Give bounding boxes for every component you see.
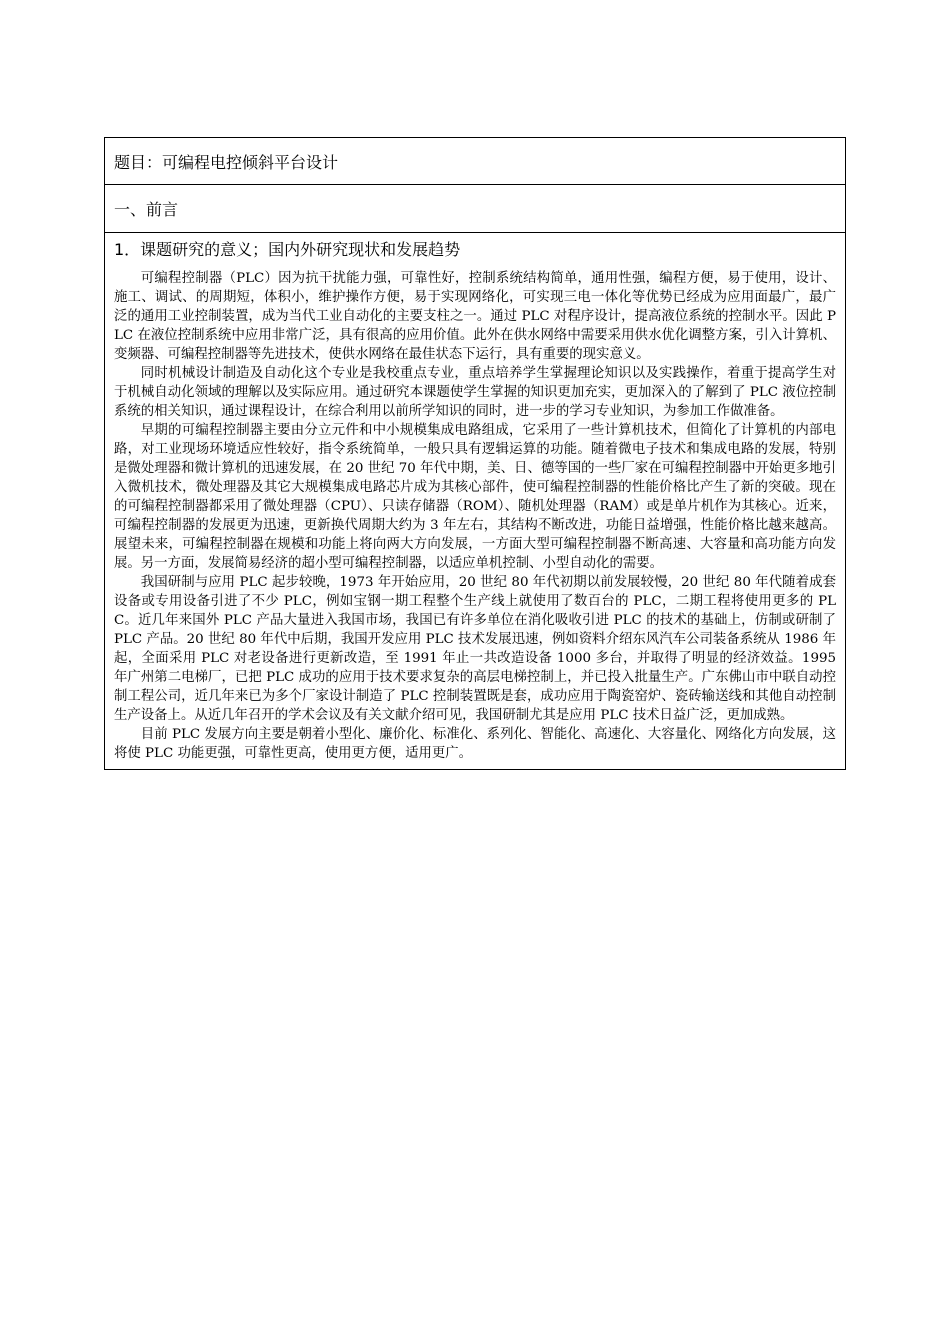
subheading: 1．课题研究的意义；国内外研究现状和发展趋势 — [114, 240, 461, 259]
title-label: 题目： — [114, 152, 163, 172]
paragraph-2: 同时机械设计制造及自动化这个专业是我校重点专业，重点培养学生掌握理论知识以及实践操作，着重于提高学生对于机械自动化领域的理解以及实际应用。通过研究本课题使学生掌握的知识更加充实，更加深入的了解到了 PLC 液位控制系统的相关知识，通过课程设计，在综合利用以前所学知识的同时，进一步的学习专业知识，为参加工作做准备。 — [114, 366, 836, 419]
project-title: 可编程电控倾斜平台设计 — [162, 152, 339, 172]
title-row — [105, 138, 845, 185]
paragraph-3: 早期的可编程控制器主要由分立元件和中小规模集成电路组成，它采用了一些计算机技术，但简化了计算机的内部电路，对工业现场环境适应性较好，指令系统简单，一般只具有逻辑运算的功能。随着微电子技术和集成电路的发展，特别是微处理器和微计算机的迅速发展，在 20 世纪 70 年代中期，美、日、德等国的一些厂家在可编程控制器中开始更多地引入微机技术，微处理器及其它大规模集成电路芯片成为其核心部件，使可编程控制器的性能价格比产生了新的突破。现在的可编程控制器都采用了微处理器（CPU）、只读存储器（ROM）、随机处理器（RAM）或是单片机作为其核心。近来，可编程控制器的发展更为迅速，更新换代周期大约为 3 年左右，其结构不断改进，功能日益增强，性能价格比越来越高。展望未来，可编程控制器在规模和功能上将向两大方向发展，一方面大型可编程控制器不断高速、大容量和高功能方向发展。另一方面，发展简易经济的超小型可编程控制器，以适应单机控制、小型自动化的需要。 — [114, 423, 836, 571]
document-table — [104, 137, 846, 770]
paragraph-5: 目前 PLC 发展方向主要是朝着小型化、廉价化、标准化、系列化、智能化、高速化、大容量化、网络化方向发展，这将使 PLC 功能更强，可靠性更高，使用更方便，适用更广。 — [114, 727, 836, 761]
paragraph-1: 可编程控制器（PLC）因为抗干扰能力强，可靠性好，控制系统结构简单，通用性强，编程方便，易于使用，设计、施工、调试、的周期短，体积小，维护操作方便，易于实现网络化，可实现三电一体化等优势已经成为应用面最广，最广泛的通用工业控制装置，成为当代工业自动化的主要支柱之一。通过 PLC 对程序设计，提高液位系统的控制水平。因此 PLC 在液位控制系统中应用非常广泛，具有很高的应用价值。此外在供水网络中需要采用供水优化调整方案，引入计算机、变频器、可编程控制器等先进技术，使供水网络在最佳状态下运行，具有重要的现实意义。 — [114, 271, 836, 362]
section-heading: 一、前言 — [114, 200, 179, 219]
content-cell — [105, 233, 845, 769]
section-row — [105, 185, 845, 233]
paragraph-4: 我国研制与应用 PLC 起步较晚，1973 年开始应用，20 世纪 80 年代初期以前发展较慢，20 世纪 80 年代随着成套设备或专用设备引进了不少 PLC，例如宝钢一期工程整个生产线上就使用了数百台的 PLC，二期工程将使用更多的 PLC。近几年来国外 PLC 产品大量进入我国市场，我国已有许多单位在消化吸收引进 PLC 的技术的基础上，仿制或研制了 PLC 产品。20 世纪 80 年代中后期，我国开发应用 PLC 技术发展迅速，例如资料介绍东风汽车公司装备系统从 1986 年起，全面采用 PLC 对老设备进行更新改造，至 1991 年止一共改造设备 1000 多台，并取得了明显的经济效益。1995 年广州第二电梯厂，已把 PLC 成功的应用于技术要求复杂的高层电梯控制上，并已投入批量生产。广东佛山市中联自动控制工程公司，近几年来已为多个厂家设计制造了 PLC 控制装置既是套，成功应用于陶瓷窑炉、瓷砖输送线和其他自动控制生产设备上。从近几年召开的学术会议及有关文献介绍可见，我国研制尤其是应用 PLC 技术日益广泛，更加成熟。 — [114, 575, 836, 723]
